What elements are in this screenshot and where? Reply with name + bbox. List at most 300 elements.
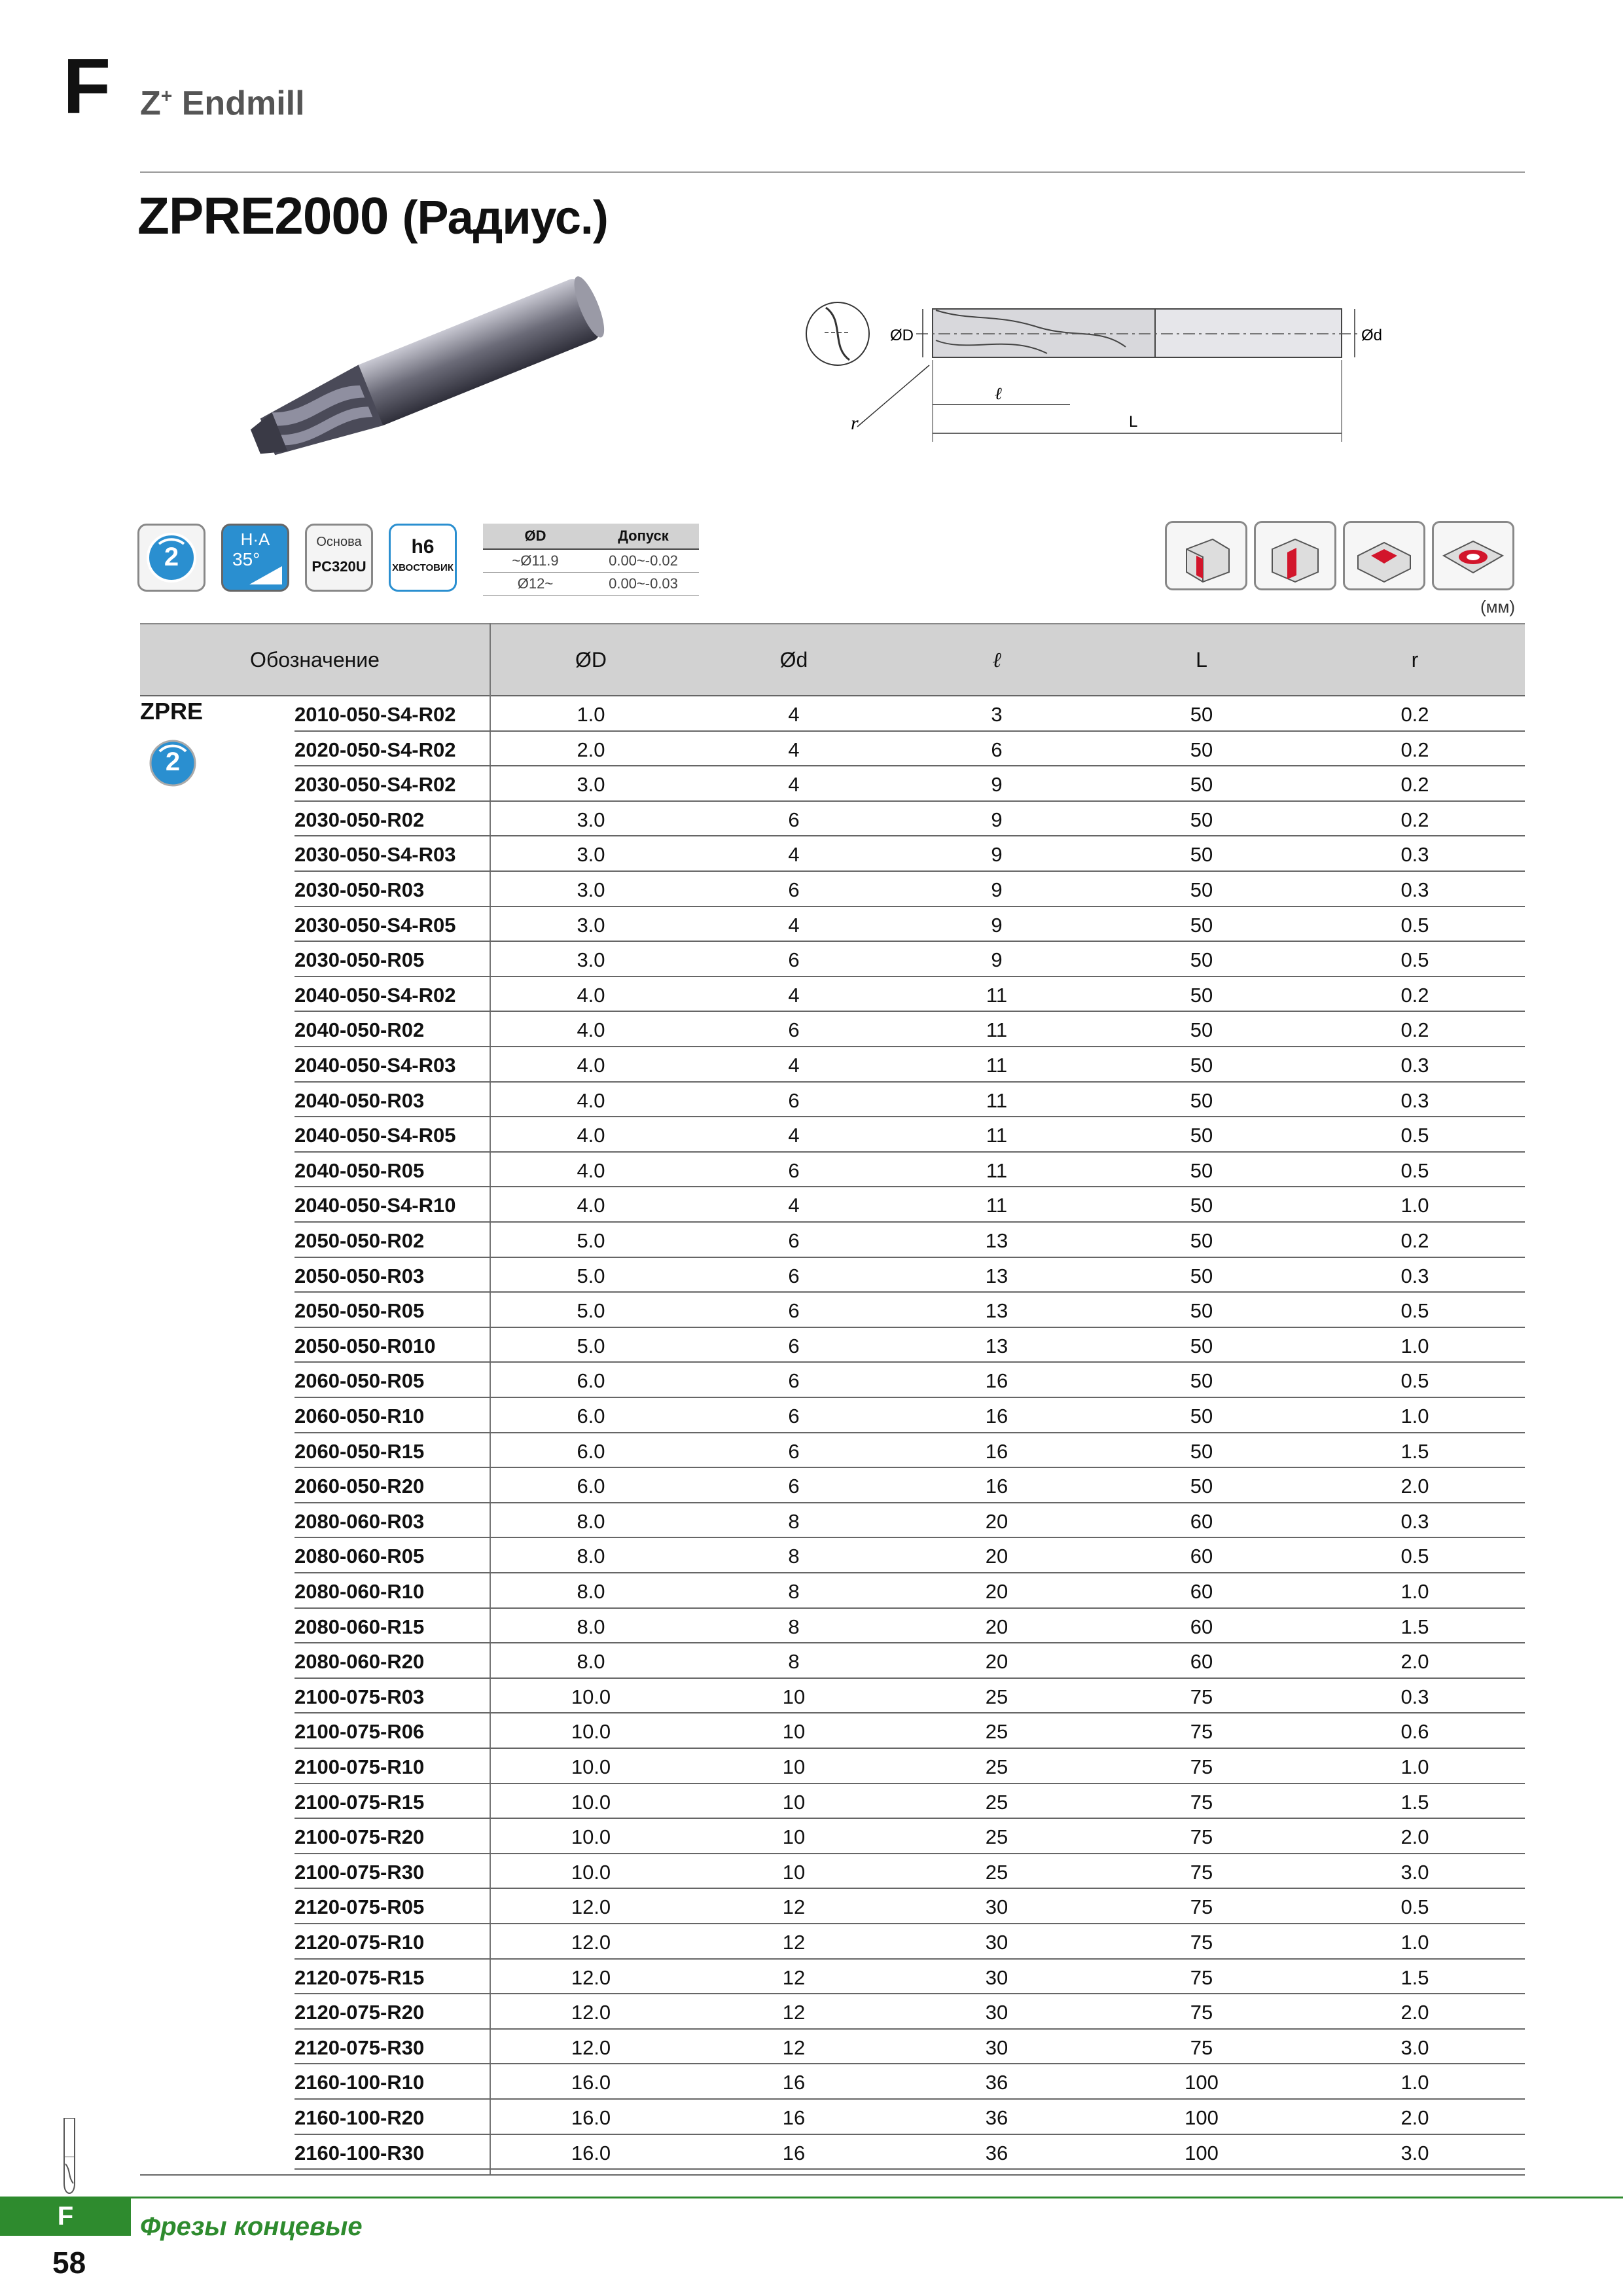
flute-length-cell: 11 [986, 1194, 1008, 1217]
helix-value: 35° [232, 549, 260, 569]
d-shank-cell: 6 [788, 808, 800, 831]
d-outer-cell: 10.0 [571, 1720, 611, 1744]
d-outer-cell: 6.0 [577, 1475, 605, 1498]
designation-cell: 2050-050-R010 [294, 1334, 436, 1357]
flute-length-cell: 25 [985, 1685, 1008, 1708]
d-outer-cell: 3.0 [577, 773, 605, 797]
flute-length-cell: 13 [985, 1334, 1008, 1357]
table-row [294, 906, 1525, 942]
overall-length-cell: 50 [1190, 878, 1213, 901]
radius-cell: 0.5 [1400, 913, 1429, 937]
radius-cell: 0.5 [1400, 1124, 1429, 1147]
d-outer-cell: 1.0 [577, 703, 605, 726]
overall-length-cell: 60 [1190, 1509, 1213, 1533]
table-row [294, 870, 1525, 907]
designation-cell: 2030-050-R05 [294, 948, 425, 972]
designation-cell: 2030-050-S4-R05 [294, 913, 456, 937]
designation-cell: 2040-050-S4-R02 [294, 983, 456, 1007]
d-shank-cell: 10 [782, 1720, 806, 1744]
radius-cell: 1.5 [1400, 1790, 1429, 1814]
d-shank-cell: 6 [788, 1475, 800, 1498]
d-outer-cell: 12.0 [571, 1931, 611, 1954]
overall-length-cell: 50 [1190, 1124, 1213, 1147]
d-outer-cell: 8.0 [577, 1545, 605, 1568]
table-row [294, 1993, 1525, 2030]
radius-cell: 1.5 [1400, 1439, 1429, 1463]
d-outer-cell: 5.0 [577, 1229, 605, 1252]
overall-length-cell: 50 [1190, 1334, 1213, 1357]
table-row [294, 1712, 1525, 1749]
table-row [294, 2134, 1525, 2170]
designation-cell: 2060-050-R15 [294, 1439, 425, 1463]
label-d: Ød [1361, 327, 1383, 344]
overall-length-cell: 75 [1190, 1755, 1213, 1778]
radius-cell: 0.3 [1400, 1685, 1429, 1708]
designation-cell: 2100-075-R06 [294, 1720, 425, 1744]
flute-length-cell: 25 [985, 1790, 1008, 1814]
designation-cell: 2160-100-R30 [294, 2141, 425, 2164]
units-label: (мм) [1480, 597, 1516, 617]
d-shank-cell: 6 [788, 1088, 800, 1112]
slotting-icon [1254, 521, 1336, 590]
d-shank-cell: 4 [788, 1054, 800, 1077]
grade-name: PC320U [312, 558, 366, 575]
designation-cell: 2100-075-R10 [294, 1755, 425, 1778]
d-outer-cell: 8.0 [577, 1580, 605, 1603]
radius-cell: 1.0 [1400, 1194, 1429, 1217]
designation-cell: 2080-060-R20 [294, 1650, 425, 1674]
radius-cell: 0.2 [1400, 1229, 1429, 1252]
designation-cell: 2040-050-R05 [294, 1158, 425, 1182]
radius-cell: 0.5 [1400, 1369, 1429, 1393]
d-shank-cell: 6 [788, 1334, 800, 1357]
title-sub: (Радиус.) [402, 192, 608, 244]
d-outer-cell: 10.0 [571, 1685, 611, 1708]
d-shank-cell: 6 [788, 878, 800, 901]
header-r: r [1411, 648, 1419, 672]
flute-length-cell: 25 [985, 1860, 1008, 1884]
product-photo [229, 268, 622, 478]
overall-length-cell: 50 [1190, 1054, 1213, 1077]
designation-cell: 2120-075-R20 [294, 2001, 425, 2024]
radius-cell: 2.0 [1400, 1475, 1429, 1498]
d-outer-cell: 4.0 [577, 1088, 605, 1112]
table-row [294, 1818, 1525, 1854]
radius-cell: 0.2 [1400, 738, 1429, 761]
d-shank-cell: 6 [788, 1264, 800, 1287]
radius-cell: 0.5 [1400, 948, 1429, 972]
shank-label: ХВОСТОВИК [392, 562, 454, 573]
d-outer-cell: 3.0 [577, 878, 605, 901]
d-shank-cell: 8 [788, 1615, 800, 1638]
overall-length-cell: 50 [1190, 1194, 1213, 1217]
title-main: ZPRE2000 [137, 187, 389, 245]
radius-cell: 1.0 [1400, 2071, 1429, 2094]
table-row [294, 1291, 1525, 1328]
table-row [294, 730, 1525, 767]
overall-length-cell: 50 [1190, 1439, 1213, 1463]
radius-cell: 0.3 [1400, 1264, 1429, 1287]
d-shank-cell: 8 [788, 1650, 800, 1674]
flute-length-cell: 13 [985, 1229, 1008, 1252]
d-outer-cell: 10.0 [571, 1825, 611, 1849]
d-outer-cell: 12.0 [571, 2036, 611, 2059]
flute-length-cell: 9 [991, 913, 1003, 937]
designation-cell: 2040-050-R02 [294, 1018, 425, 1042]
flute-length-cell: 9 [991, 843, 1003, 867]
table-row [294, 941, 1525, 977]
flute-length-cell: 30 [985, 2001, 1008, 2024]
d-shank-cell: 16 [782, 2106, 806, 2129]
table-row [294, 1853, 1525, 1890]
designation-cell: 2120-075-R30 [294, 2036, 425, 2059]
page-number: 58 [52, 2246, 86, 2280]
radius-cell: 2.0 [1400, 1650, 1429, 1674]
d-outer-cell: 16.0 [571, 2071, 611, 2094]
flute-length-cell: 36 [985, 2071, 1008, 2094]
overall-length-cell: 50 [1190, 808, 1213, 831]
d-shank-cell: 10 [782, 1790, 806, 1814]
designation-cell: 2160-100-R20 [294, 2106, 425, 2129]
overall-length-cell: 100 [1185, 2071, 1219, 2094]
d-shank-cell: 8 [788, 1545, 800, 1568]
d-shank-cell: 12 [782, 1931, 806, 1954]
overall-length-cell: 50 [1190, 983, 1213, 1007]
radius-cell: 1.5 [1400, 1965, 1429, 1989]
overall-length-cell: 50 [1190, 1229, 1213, 1252]
radius-cell: 3.0 [1400, 2141, 1429, 2164]
overall-length-cell: 100 [1185, 2106, 1219, 2129]
flute-length-cell: 16 [985, 1475, 1008, 1498]
designation-cell: 2060-050-R20 [294, 1475, 425, 1498]
label-r: r [851, 412, 859, 434]
d-outer-cell: 2.0 [577, 738, 605, 761]
table-row [294, 976, 1525, 1013]
d-outer-cell: 6.0 [577, 1439, 605, 1463]
designation-cell: 2060-050-R10 [294, 1405, 425, 1427]
radius-cell: 3.0 [1400, 1860, 1429, 1884]
d-shank-cell: 4 [788, 983, 800, 1007]
radius-cell: 1.0 [1400, 1755, 1429, 1778]
table-row [294, 1011, 1525, 1047]
radius-cell: 0.6 [1400, 1720, 1429, 1744]
d-outer-cell: 12.0 [571, 1895, 611, 1919]
overall-length-cell: 50 [1190, 1264, 1213, 1287]
series-name [140, 84, 305, 123]
flute-length-cell: 9 [991, 773, 1003, 797]
d-outer-cell: 8.0 [577, 1615, 605, 1638]
designation-cell: 2120-075-R10 [294, 1931, 425, 1954]
d-shank-cell: 4 [788, 843, 800, 867]
table-row [294, 1116, 1525, 1153]
designation-cell: 2080-060-R15 [294, 1615, 425, 1638]
radius-cell: 1.5 [1400, 1615, 1429, 1638]
d-outer-cell: 6.0 [577, 1405, 605, 1427]
radius-cell: 1.0 [1400, 1580, 1429, 1603]
radius-cell: 0.2 [1400, 703, 1429, 726]
family-label: ZPRE [140, 698, 204, 725]
d-outer-cell: 5.0 [577, 1264, 605, 1287]
d-shank-cell: 4 [788, 1124, 800, 1147]
base-label: Основа [316, 535, 362, 549]
radius-cell: 2.0 [1400, 1825, 1429, 1849]
d-shank-cell: 8 [788, 1580, 800, 1603]
designation-cell: 2100-075-R30 [294, 1860, 425, 1884]
table-row [294, 695, 1525, 732]
plunging-icon [1432, 521, 1514, 590]
designation-cell: 2100-075-R15 [294, 1790, 425, 1814]
overall-length-cell: 50 [1190, 1088, 1213, 1112]
overall-length-cell: 75 [1190, 1720, 1213, 1744]
radius-cell: 1.0 [1400, 1931, 1429, 1954]
flute-length-cell: 20 [985, 1545, 1008, 1568]
radius-cell: 0.5 [1400, 1299, 1429, 1323]
page-title [137, 186, 608, 246]
endmill-icon [56, 2118, 82, 2197]
d-outer-cell: 16.0 [571, 2106, 611, 2129]
table-row [294, 2098, 1525, 2135]
d-shank-cell: 6 [788, 1229, 800, 1252]
d-shank-cell: 4 [788, 913, 800, 937]
d-outer-cell: 3.0 [577, 913, 605, 937]
radius-cell: 0.2 [1400, 773, 1429, 797]
header-designation: Обозначение [250, 648, 380, 672]
designation-cell: 2030-050-S4-R03 [294, 843, 456, 867]
flute-length-cell: 25 [985, 1825, 1008, 1849]
header-D: ØD [575, 648, 607, 672]
d-shank-cell: 4 [788, 703, 800, 726]
flute-length-cell: 30 [985, 1931, 1008, 1954]
header-d: Ød [779, 648, 808, 672]
table-row [294, 1467, 1525, 1503]
overall-length-cell: 60 [1190, 1580, 1213, 1603]
flute-length-cell: 20 [985, 1615, 1008, 1638]
table-row [294, 2063, 1525, 2100]
flute-length-cell: 11 [986, 1054, 1008, 1077]
table-row [294, 1361, 1525, 1398]
flute-length-cell: 25 [985, 1720, 1008, 1744]
table-row [294, 1257, 1525, 1293]
overall-length-cell: 50 [1190, 1018, 1213, 1042]
d-shank-cell: 12 [782, 2036, 806, 2059]
flute-length-cell: 16 [985, 1369, 1008, 1393]
table-row [294, 1642, 1525, 1679]
table-row [294, 1221, 1525, 1258]
d-outer-cell: 5.0 [577, 1299, 605, 1323]
designation-cell: 2030-050-S4-R02 [294, 773, 456, 797]
flute-length-cell: 9 [991, 808, 1003, 831]
table-row [294, 1502, 1525, 1539]
overall-length-cell: 75 [1190, 1931, 1213, 1954]
d-shank-cell: 12 [782, 1965, 806, 1989]
designation-cell: 2050-050-R03 [294, 1264, 425, 1287]
overall-length-cell: 75 [1190, 2036, 1213, 2059]
table-row [294, 1432, 1525, 1469]
flute-length-cell: 20 [985, 1580, 1008, 1603]
designation-cell: 2120-075-R05 [294, 1895, 425, 1919]
flute-length-cell: 36 [985, 2106, 1008, 2129]
designation-cell: 2100-075-R20 [294, 1825, 425, 1849]
flute-length-cell: 13 [985, 1264, 1008, 1287]
designation-cell: 2010-050-S4-R02 [294, 703, 456, 726]
designation-cell: 2160-100-R10 [294, 2071, 425, 2094]
d-shank-cell: 16 [782, 2141, 806, 2164]
designation-cell: 2040-050-S4-R10 [294, 1194, 456, 1217]
overall-length-cell: 75 [1190, 2001, 1213, 2024]
radius-cell: 0.5 [1400, 1158, 1429, 1182]
series-rest: Endmill [172, 84, 305, 122]
footer-divider [131, 2197, 1623, 2198]
footer-section-tab: F [0, 2197, 131, 2236]
helix-angle-icon [223, 526, 287, 590]
overall-length-cell: 50 [1190, 703, 1213, 726]
d-shank-cell: 8 [788, 1509, 800, 1533]
tol-header-tol: Допуск [588, 524, 699, 549]
flute-length-cell: 30 [985, 1965, 1008, 1989]
overall-length-cell: 50 [1190, 1475, 1213, 1498]
flute-length-cell: 16 [985, 1439, 1008, 1463]
tol-cell: 0.00~-0.02 [588, 549, 699, 573]
flute-length-cell: 3 [991, 703, 1003, 726]
grade-badge [305, 524, 373, 592]
d-shank-cell: 4 [788, 773, 800, 797]
series-plus: + [160, 85, 173, 107]
designation-cell: 2050-050-R02 [294, 1229, 425, 1252]
table-row [294, 835, 1525, 872]
radius-cell: 0.5 [1400, 1895, 1429, 1919]
flute-length-cell: 16 [985, 1405, 1008, 1427]
flute-length-cell: 25 [985, 1755, 1008, 1778]
d-outer-cell: 3.0 [577, 948, 605, 972]
table-row [294, 1046, 1525, 1083]
overall-length-cell: 50 [1190, 1158, 1213, 1182]
d-outer-cell: 4.0 [577, 983, 605, 1007]
d-shank-cell: 6 [788, 1299, 800, 1323]
radius-cell: 0.3 [1400, 1088, 1429, 1112]
overall-length-cell: 50 [1190, 1299, 1213, 1323]
table-row [294, 1958, 1525, 1995]
table-row [294, 1186, 1525, 1223]
d-shank-cell: 12 [782, 2001, 806, 2024]
designation-cell: 2080-060-R03 [294, 1509, 425, 1533]
designation-cell: 2100-075-R03 [294, 1685, 425, 1708]
flute-length-cell: 11 [986, 1124, 1008, 1147]
designation-cell: 2040-050-R03 [294, 1088, 425, 1112]
d-outer-cell: 16.0 [571, 2141, 611, 2164]
d-shank-cell: 10 [782, 1685, 806, 1708]
flute-length-cell: 36 [985, 2141, 1008, 2164]
designation-cell: 2050-050-R05 [294, 1299, 425, 1323]
flute-length-cell: 11 [986, 1088, 1008, 1112]
designation-cell: 2120-075-R15 [294, 1965, 425, 1989]
table-row [294, 1081, 1525, 1118]
d-outer-cell: 10.0 [571, 1755, 611, 1778]
d-shank-cell: 10 [782, 1755, 806, 1778]
d-outer-cell: 12.0 [571, 2001, 611, 2024]
d-shank-cell: 6 [788, 1158, 800, 1182]
designation-cell: 2080-060-R05 [294, 1545, 425, 1568]
radius-cell: 0.5 [1400, 1545, 1429, 1568]
table-row [294, 1748, 1525, 1784]
flute-length-cell: 11 [986, 1018, 1008, 1042]
designation-cell: 2020-050-S4-R02 [294, 738, 456, 761]
d-shank-cell: 10 [782, 1825, 806, 1849]
overall-length-cell: 75 [1190, 1895, 1213, 1919]
table-row [294, 800, 1525, 837]
helix-label: H·A [240, 529, 270, 549]
table-row [294, 1607, 1525, 1644]
family-flutes-badge [147, 737, 199, 789]
radius-cell: 0.3 [1400, 1509, 1429, 1533]
flute-length-cell: 9 [991, 948, 1003, 972]
flute-length-cell: 20 [985, 1509, 1008, 1533]
helix-badge [221, 524, 289, 592]
footer-category: Фрезы концевые [140, 2212, 363, 2241]
radius-cell: 1.0 [1400, 1334, 1429, 1357]
d-outer-cell: 4.0 [577, 1018, 605, 1042]
radius-cell: 0.3 [1400, 843, 1429, 867]
d-shank-cell: 4 [788, 738, 800, 761]
table-row [294, 1327, 1525, 1363]
d-shank-cell: 6 [788, 1018, 800, 1042]
table-row [294, 1888, 1525, 1924]
d-outer-cell: 12.0 [571, 1965, 611, 1989]
flute-length-cell: 30 [985, 1895, 1008, 1919]
d-outer-cell: 8.0 [577, 1650, 605, 1674]
radius-cell: 0.3 [1400, 1054, 1429, 1077]
table-row [294, 1572, 1525, 1609]
flute-length-cell: 11 [986, 983, 1008, 1007]
label-D: ØD [890, 327, 914, 344]
overall-length-cell: 75 [1190, 1790, 1213, 1814]
d-shank-cell: 16 [782, 2071, 806, 2094]
radius-cell: 0.3 [1400, 878, 1429, 901]
tol-cell: Ø12~ [483, 573, 588, 596]
d-outer-cell: 4.0 [577, 1054, 605, 1077]
overall-length-cell: 50 [1190, 738, 1213, 761]
d-outer-cell: 4.0 [577, 1158, 605, 1182]
designation-cell: 2030-050-R02 [294, 808, 425, 831]
designation-cell: 2040-050-S4-R03 [294, 1054, 456, 1077]
flute-length-cell: 30 [985, 2036, 1008, 2059]
flute-length-cell: 20 [985, 1650, 1008, 1674]
d-shank-cell: 6 [788, 948, 800, 972]
series-z: Z [140, 84, 161, 122]
radius-cell: 2.0 [1400, 2106, 1429, 2129]
overall-length-cell: 50 [1190, 1405, 1213, 1427]
designation-cell: 2080-060-R10 [294, 1580, 425, 1603]
pocketing-icon [1343, 521, 1425, 590]
overall-length-cell: 60 [1190, 1615, 1213, 1638]
overall-length-cell: 60 [1190, 1650, 1213, 1674]
flute-length-cell: 9 [991, 878, 1003, 901]
overall-length-cell: 75 [1190, 1685, 1213, 1708]
designation-cell: 2060-050-R05 [294, 1369, 425, 1393]
tol-header-d: ØD [483, 524, 588, 549]
flutes-badge [137, 524, 205, 592]
flute-length-cell: 6 [991, 738, 1003, 761]
overall-length-cell: 75 [1190, 1860, 1213, 1884]
radius-cell: 3.0 [1400, 2036, 1429, 2059]
header-l: ℓ [992, 648, 1001, 672]
table-row [294, 1397, 1525, 1433]
tol-cell: ~Ø11.9 [483, 549, 588, 573]
overall-length-cell: 50 [1190, 843, 1213, 867]
radius-cell: 1.0 [1400, 1405, 1429, 1427]
d-outer-cell: 3.0 [577, 808, 605, 831]
overall-length-cell: 60 [1190, 1545, 1213, 1568]
flute-length-cell: 13 [985, 1299, 1008, 1323]
